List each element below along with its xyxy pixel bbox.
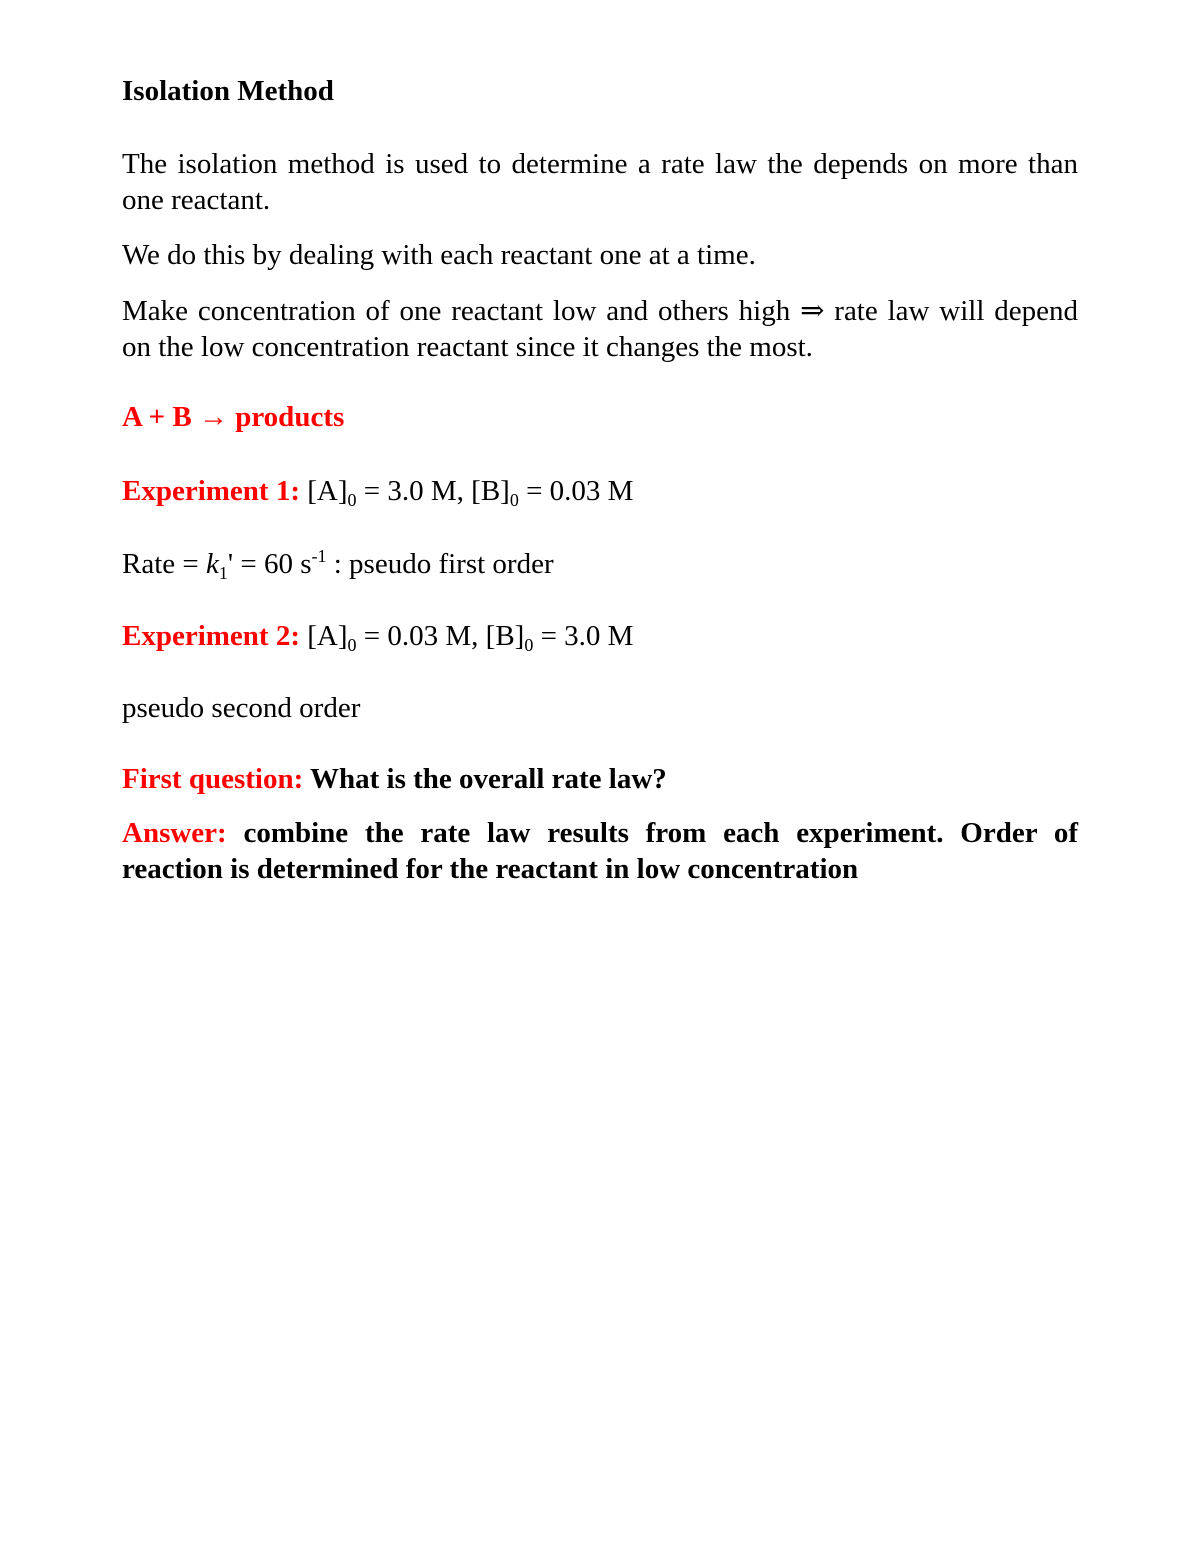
experiment-1-label: Experiment 1: xyxy=(122,475,300,507)
document-title: Isolation Method xyxy=(122,75,334,107)
experiment-1-b-value: = 0.03 M xyxy=(518,475,634,507)
experiment-1-a-value: = 3.0 M, xyxy=(356,475,472,507)
rate-constant-k: k xyxy=(206,548,219,580)
concentration-text-start: Make concentration of one reactant low and others high xyxy=(122,295,791,327)
rate-1-prefix: Rate = xyxy=(122,548,206,580)
rate-constant-sub: 1 xyxy=(218,563,228,583)
rate-2-line: pseudo second order xyxy=(122,692,361,724)
experiment-2-line xyxy=(122,618,1078,654)
implies-symbol: ⇒ xyxy=(800,295,825,327)
method-paragraph: We do this by dealing with each reactant one at a time. xyxy=(122,239,756,271)
question-text: What is the overall rate law? xyxy=(309,763,667,795)
concentration-paragraph xyxy=(122,293,1078,365)
experiment-2-b-sub: 0 xyxy=(524,635,534,655)
experiment-2-b: [B] xyxy=(485,620,525,652)
experiment-2-a: [A] xyxy=(307,620,348,652)
rate-1-line xyxy=(122,546,1078,582)
reaction-equation: A + B → products xyxy=(122,401,345,433)
experiment-1-line xyxy=(122,473,1078,509)
experiment-2-label: Experiment 2: xyxy=(122,620,300,652)
answer-paragraph xyxy=(122,815,1078,887)
rate-1-exponent: -1 xyxy=(311,546,327,566)
intro-paragraph: The isolation method is used to determine a rate law the depends on more than one reactant. xyxy=(122,148,1078,216)
experiment-2-a-sub: 0 xyxy=(347,635,357,655)
experiment-1-b: [B] xyxy=(471,475,510,507)
question-label: First question: xyxy=(122,763,304,795)
first-question xyxy=(122,761,1078,797)
experiment-2-a-value: = 0.03 M, xyxy=(356,620,486,652)
experiment-1-b-sub: 0 xyxy=(509,490,519,510)
experiment-1-a: [A] xyxy=(307,475,348,507)
answer-label: Answer: xyxy=(122,817,227,849)
experiment-2-b-value: = 3.0 M xyxy=(533,620,634,652)
answer-text: combine the rate law results from each experiment. Order of reaction is determined for the reactant in low concentration xyxy=(122,817,1078,885)
rate-1-suffix: : pseudo first order xyxy=(326,548,554,580)
experiment-1-a-sub: 0 xyxy=(347,490,357,510)
rate-1-value: ' = 60 s xyxy=(227,548,312,580)
concentration-text-end: rate law will depend on the low concentration reactant since it changes the most. xyxy=(122,295,1079,363)
